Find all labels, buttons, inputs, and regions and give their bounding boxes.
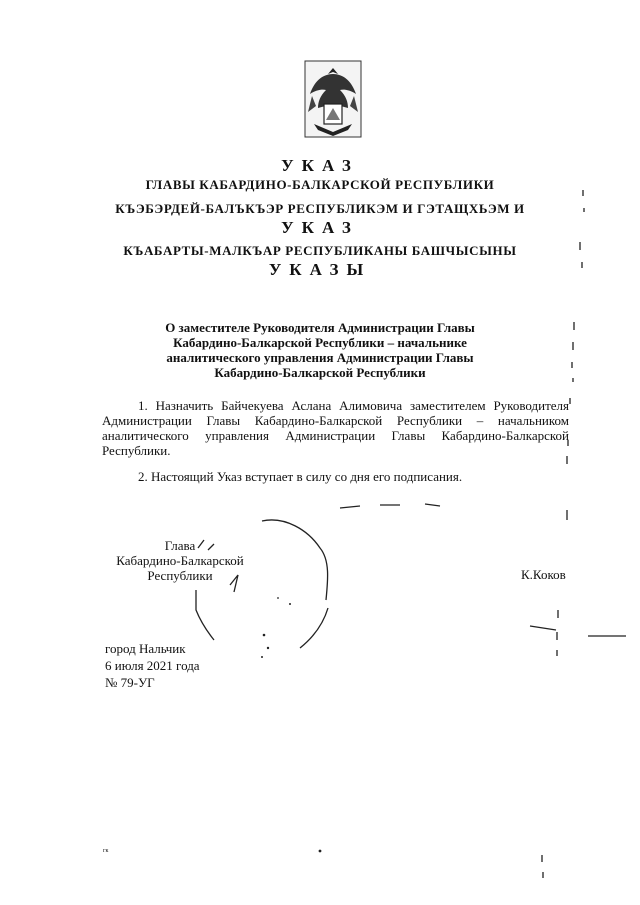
place-date-number — [105, 640, 200, 691]
decree-word-karachay-balkar: УКАЗЫ — [268, 260, 372, 279]
signatory-title-line: Глава — [164, 538, 196, 553]
coat-of-arms-emblem — [304, 60, 362, 138]
heading-kabardian: КЪЭБЭРДЕЙ-БАЛЪКЪЭР РЕСПУБЛИКЭМ И ГЭТАЩХЬЭМ И — [115, 201, 525, 216]
scan-dash — [340, 504, 440, 508]
footer-mark: гк — [103, 848, 109, 854]
date: 6 июля 2021 года — [105, 658, 200, 673]
title-line: аналитического управления Администрации Главы — [166, 350, 474, 365]
paragraph-appointment: 1. Назначить Байчекуева Аслана Алимовича заместителем Руководителя Администрации Главы Кабардино-Балкарской Республики – начальником аналитического управления Администрации Главы Кабардино-Балкарской Республики. — [102, 398, 569, 458]
heading-karachay-balkar: КЪАБАРТЫ-МАЛКЪАР РЕСПУБЛИКАНЫ БАШЧЫСЫНЫ — [123, 243, 517, 258]
stamp-arc — [262, 520, 328, 600]
document-number: № 79-УГ — [105, 675, 155, 690]
stamp-arc — [196, 590, 214, 640]
title-line: Кабардино-Балкарской Республики — [214, 365, 426, 380]
heading-russian: ГЛАВЫ КАБАРДИНО-БАЛКАРСКОЙ РЕСПУБЛИКИ — [145, 177, 495, 192]
decree-word-russian: УКАЗ — [281, 156, 359, 175]
signatory-name: К.Коков — [521, 567, 566, 582]
title-line: О заместителе Руководителя Администрации Главы — [165, 320, 475, 335]
signatory-title — [100, 538, 260, 583]
title-line: Кабардино-Балкарской Республики – начальнике — [173, 335, 467, 350]
signatory-title-line: Республики — [147, 568, 213, 583]
decree-word-kabardian: УКАЗ — [281, 218, 359, 237]
signatory-title-line: Кабардино-Балкарской — [116, 553, 244, 568]
decree-title — [110, 320, 530, 380]
city: город Нальчик — [105, 641, 186, 656]
stamp-arc — [300, 608, 328, 648]
paragraph-effective: 2. Настоящий Указ вступает в силу со дня его подписания. — [138, 469, 463, 484]
